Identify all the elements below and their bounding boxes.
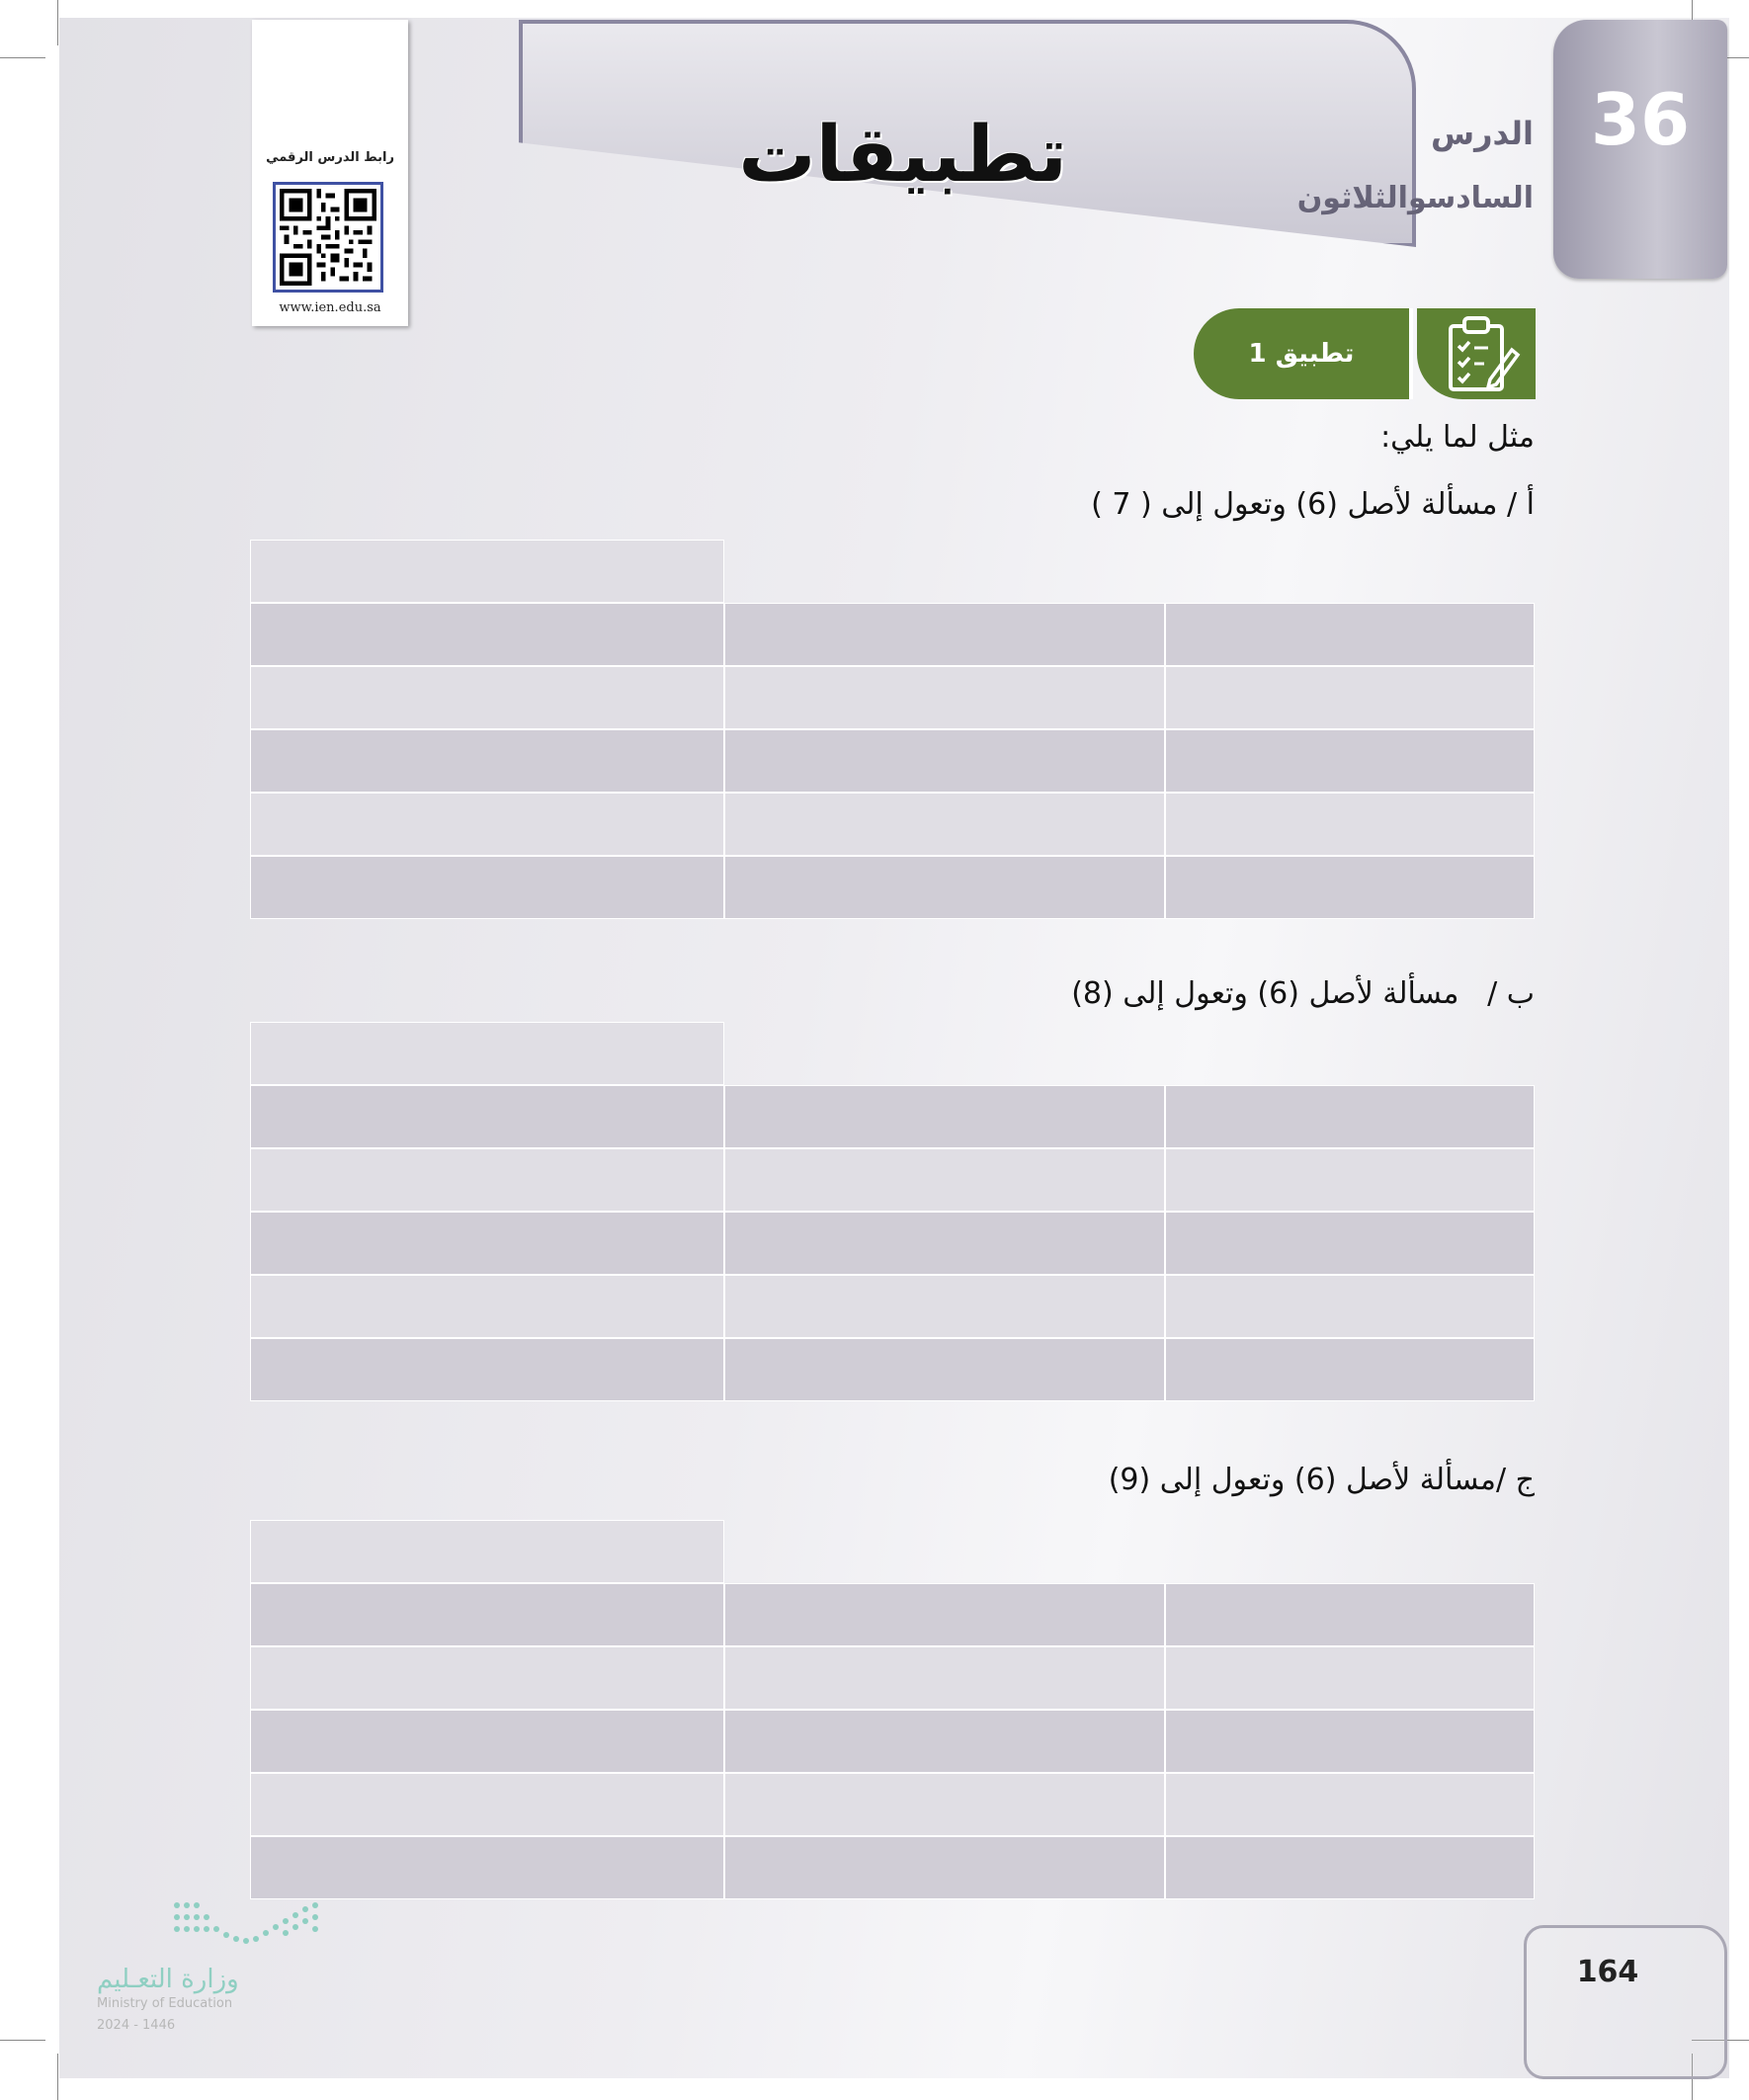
application-label: تطبيق 1	[1248, 339, 1355, 369]
table-cell[interactable]	[250, 540, 724, 603]
table-cell[interactable]	[724, 603, 1165, 666]
qr-url[interactable]: www.ien.edu.sa	[279, 300, 381, 315]
table-row	[250, 1646, 1535, 1710]
table-cell[interactable]	[724, 856, 1165, 919]
question-a-prompt: أ / مسألة لأصل (6) وتعول إلى ( 7 )	[1091, 487, 1535, 522]
lesson-word: الدرس	[1430, 115, 1534, 152]
table-cell[interactable]	[1165, 1583, 1535, 1646]
table-gap	[724, 540, 1165, 603]
ministry-year: 2024 - 1446	[97, 2018, 176, 2033]
table-row	[250, 793, 1535, 856]
table-cell[interactable]	[724, 1148, 1165, 1212]
crop-mark	[0, 2040, 45, 2041]
page-title: تطبيقات	[738, 111, 1067, 200]
table-cell[interactable]	[250, 1646, 724, 1710]
table-row	[250, 1520, 1535, 1583]
table-cell[interactable]	[724, 1710, 1165, 1773]
lesson-number: 36	[1590, 78, 1691, 161]
table-cell[interactable]	[1165, 793, 1535, 856]
table-cell[interactable]	[724, 1646, 1165, 1710]
table-cell[interactable]	[250, 1085, 724, 1148]
clipboard-checklist-pencil-icon	[1445, 314, 1522, 393]
application-icon-tab	[1417, 308, 1536, 399]
table-cell[interactable]	[250, 1773, 724, 1836]
table-cell[interactable]	[1165, 1275, 1535, 1338]
page-number: 164	[1576, 1955, 1639, 1989]
table-cell[interactable]	[724, 1338, 1165, 1401]
table-cell[interactable]	[724, 1836, 1165, 1899]
answer-table-b[interactable]	[250, 1022, 1535, 1401]
crop-mark	[57, 0, 58, 45]
lesson-ordinal: السادسوالثلاثون	[1296, 181, 1534, 215]
table-gap	[1165, 540, 1535, 603]
table-cell[interactable]	[250, 1022, 724, 1085]
table-cell[interactable]	[250, 1710, 724, 1773]
question-b-prompt: ب / مسألة لأصل (6) وتعول إلى (8)	[1071, 976, 1535, 1011]
table-cell[interactable]	[724, 1583, 1165, 1646]
table-row	[250, 1583, 1535, 1646]
table-cell[interactable]	[250, 1212, 724, 1275]
crop-mark	[57, 2054, 58, 2100]
table-row	[250, 1836, 1535, 1899]
table-cell[interactable]	[724, 1275, 1165, 1338]
table-gap	[724, 1022, 1165, 1085]
table-cell[interactable]	[724, 793, 1165, 856]
ministry-name-en: Ministry of Education	[97, 1996, 233, 2011]
table-cell[interactable]	[724, 666, 1165, 729]
table-gap	[1165, 1520, 1535, 1583]
table-cell[interactable]	[250, 603, 724, 666]
table-cell[interactable]	[1165, 1773, 1535, 1836]
table-cell[interactable]	[1165, 1646, 1535, 1710]
table-cell[interactable]	[250, 1520, 724, 1583]
table-row	[250, 1022, 1535, 1085]
question-c-prompt: ج /مسألة لأصل (6) وتعول إلى (9)	[1108, 1463, 1535, 1497]
table-cell[interactable]	[1165, 666, 1535, 729]
ministry-name-ar: وزارة التعـليم	[97, 1965, 239, 1994]
qr-code-icon[interactable]	[273, 182, 383, 293]
table-cell[interactable]	[250, 1338, 724, 1401]
ministry-logo	[97, 1897, 330, 2036]
table-cell[interactable]	[1165, 1836, 1535, 1899]
qr-label: رابط الدرس الرقمي	[266, 150, 394, 165]
table-cell[interactable]	[1165, 856, 1535, 919]
table-cell[interactable]	[724, 729, 1165, 793]
ministry-dots-icon	[171, 1897, 325, 1949]
table-cell[interactable]	[1165, 1148, 1535, 1212]
table-row	[250, 666, 1535, 729]
application-badge	[1194, 308, 1413, 399]
table-row	[250, 540, 1535, 603]
answer-table-c[interactable]	[250, 1520, 1535, 1899]
table-cell[interactable]	[250, 729, 724, 793]
table-cell[interactable]	[250, 1836, 724, 1899]
table-cell[interactable]	[1165, 603, 1535, 666]
table-cell[interactable]	[250, 1275, 724, 1338]
table-row	[250, 1338, 1535, 1401]
table-row	[250, 1148, 1535, 1212]
table-cell[interactable]	[250, 1148, 724, 1212]
table-cell[interactable]	[1165, 1212, 1535, 1275]
table-cell[interactable]	[250, 666, 724, 729]
table-cell[interactable]	[1165, 729, 1535, 793]
table-row	[250, 1773, 1535, 1836]
table-row	[250, 1275, 1535, 1338]
table-gap	[724, 1520, 1165, 1583]
table-cell[interactable]	[1165, 1338, 1535, 1401]
table-row	[250, 856, 1535, 919]
table-cell[interactable]	[1165, 1085, 1535, 1148]
table-cell[interactable]	[250, 793, 724, 856]
table-cell[interactable]	[250, 856, 724, 919]
table-row	[250, 1085, 1535, 1148]
table-cell[interactable]	[1165, 1710, 1535, 1773]
table-row	[250, 603, 1535, 666]
table-cell[interactable]	[724, 1212, 1165, 1275]
table-cell[interactable]	[724, 1085, 1165, 1148]
page-number-box	[1524, 1925, 1727, 2079]
table-row	[250, 729, 1535, 793]
crop-mark	[0, 57, 45, 58]
table-row	[250, 1710, 1535, 1773]
table-cell[interactable]	[250, 1583, 724, 1646]
instruction-text: مثل لما يلي:	[1380, 420, 1535, 455]
table-row	[250, 1212, 1535, 1275]
table-cell[interactable]	[724, 1773, 1165, 1836]
lesson-number-tab	[1553, 20, 1727, 279]
table-gap	[1165, 1022, 1535, 1085]
answer-table-a[interactable]	[250, 540, 1535, 919]
qr-card[interactable]	[252, 20, 408, 326]
